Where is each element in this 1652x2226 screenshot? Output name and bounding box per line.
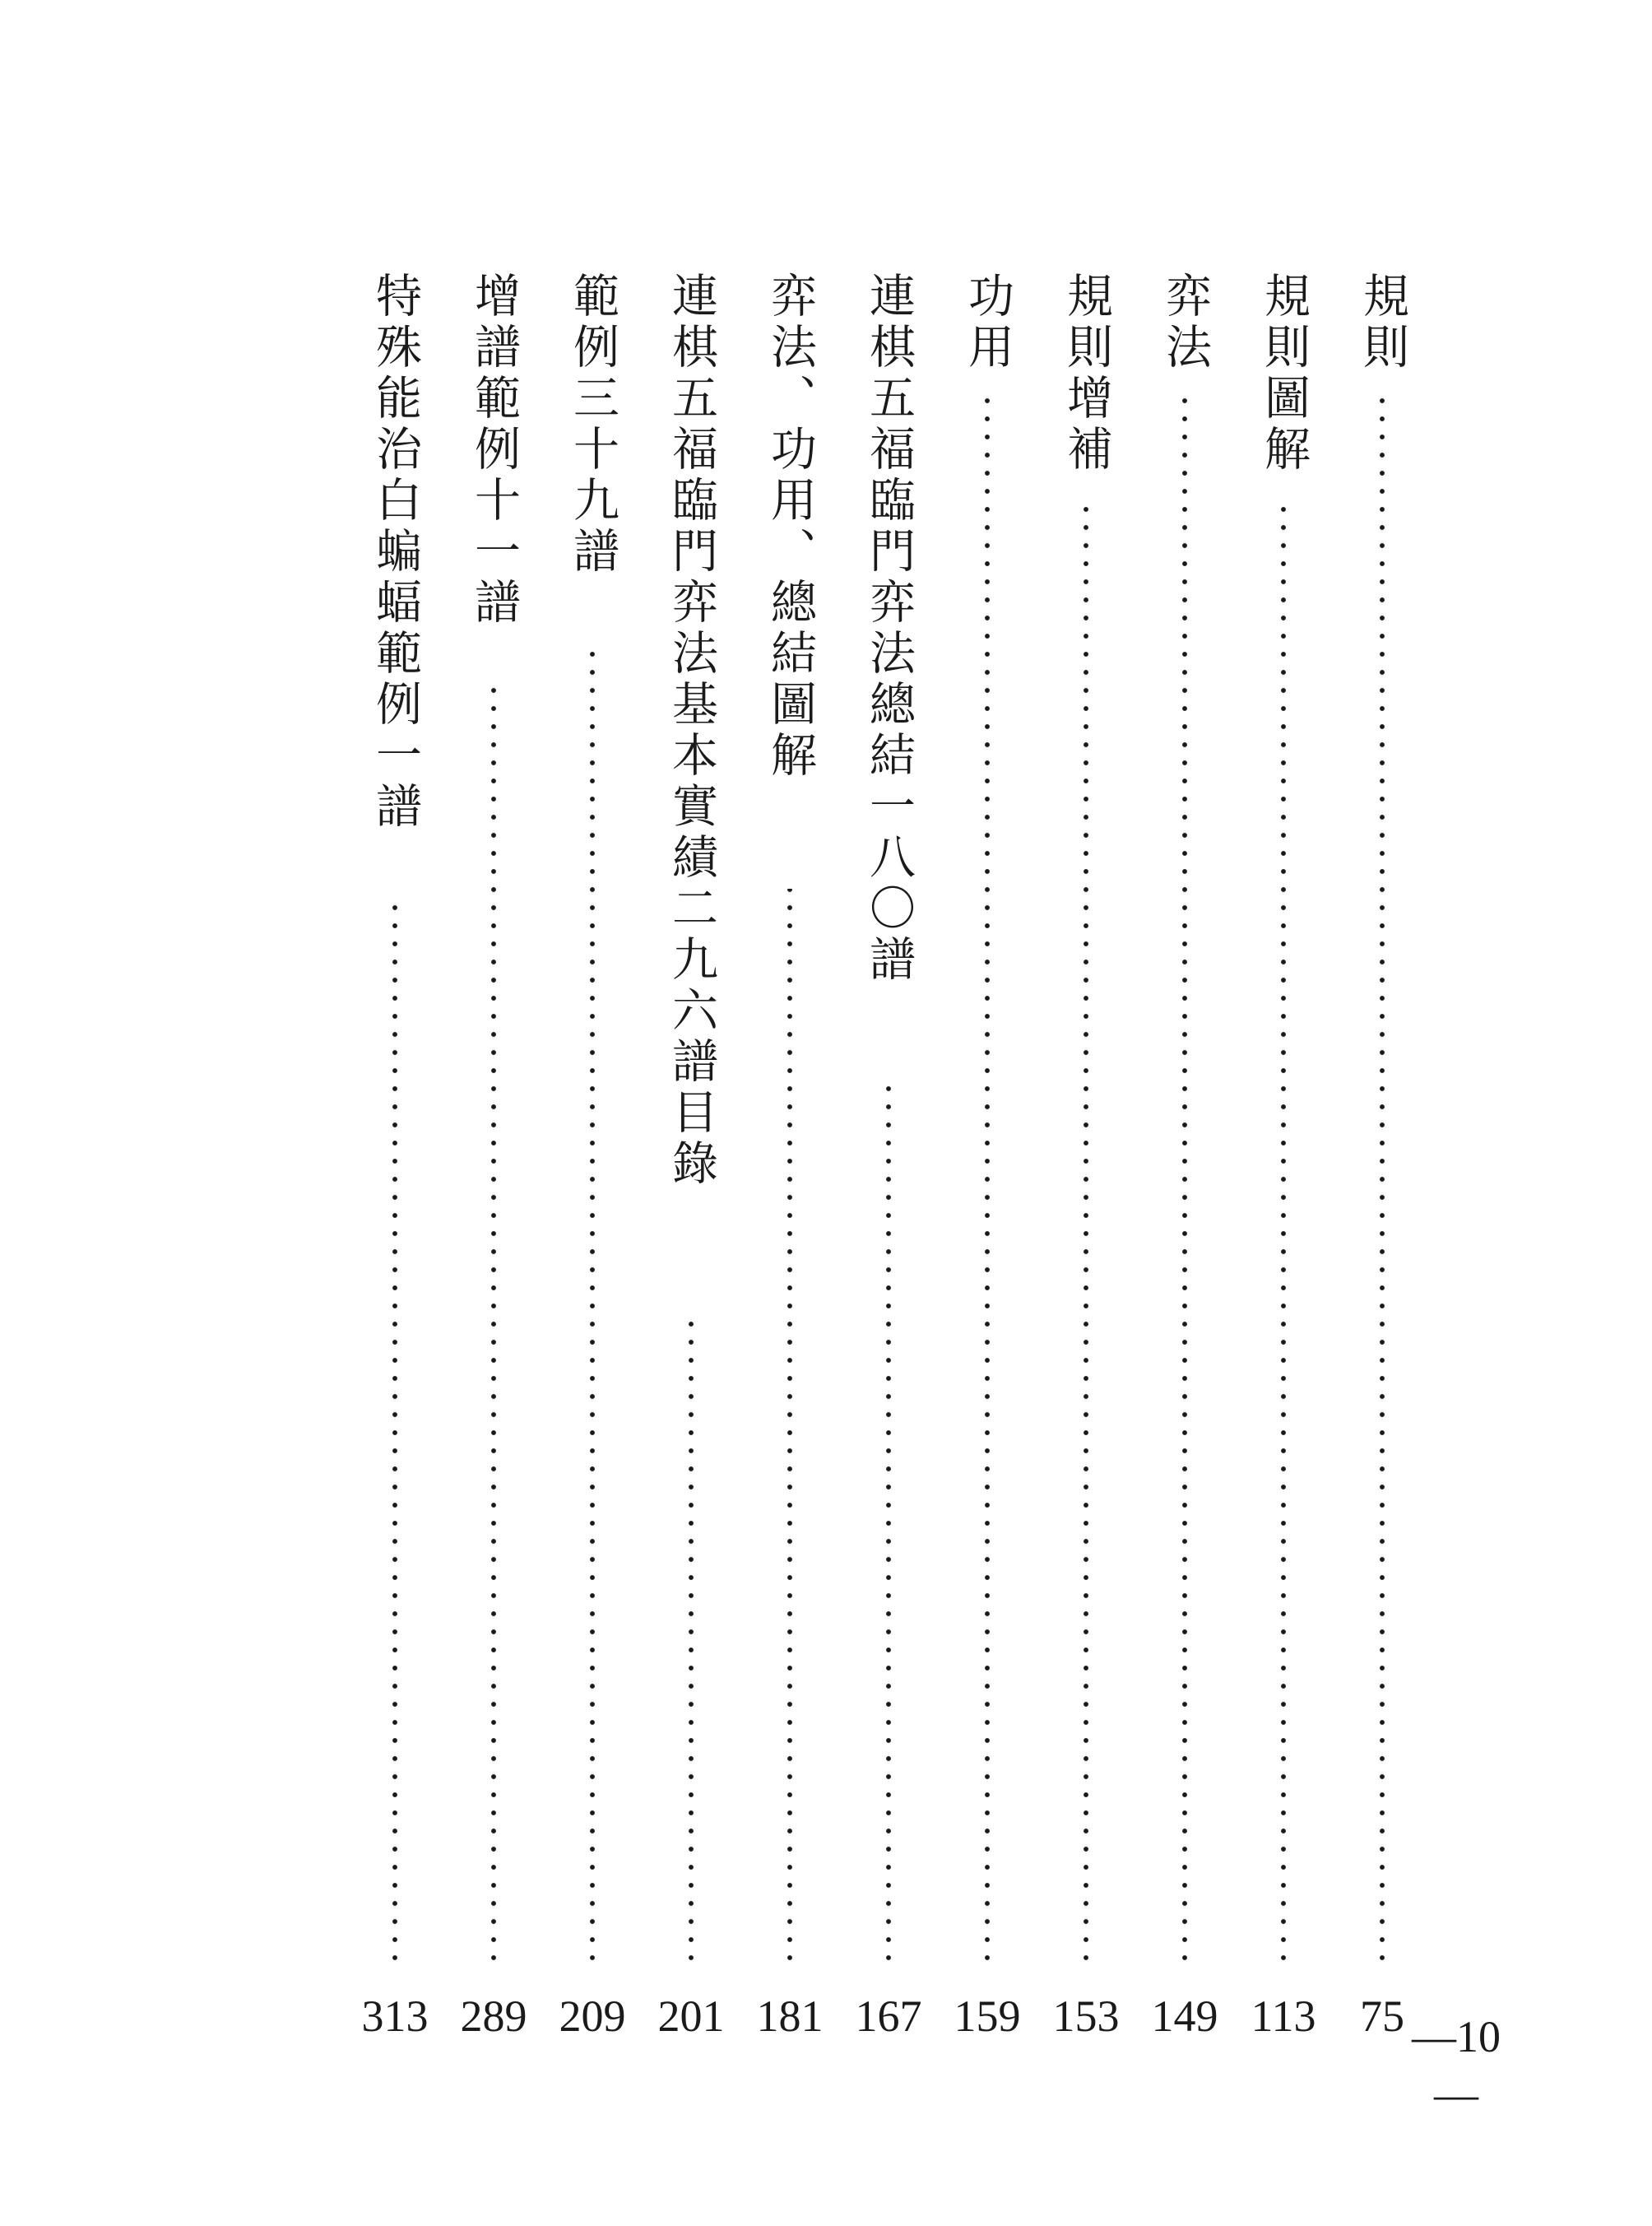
dot-leader	[689, 1308, 694, 1967]
toc-entry[interactable]	[354, 272, 436, 2049]
toc-entry-title: 弈法、功用、總結圖解	[763, 272, 817, 782]
toc-entry-page: 75	[1360, 1991, 1404, 2041]
toc-entry[interactable]	[1341, 272, 1423, 2049]
dot-leader	[886, 1086, 891, 1967]
toc-entry-page: 113	[1251, 1991, 1316, 2041]
toc-entry-page: 159	[954, 1991, 1021, 2041]
toc-entry-page: 289	[460, 1991, 527, 2041]
toc-entry-title: 弈法	[1158, 272, 1212, 374]
toc-entry[interactable]	[1045, 272, 1127, 2049]
toc-entry-title: 規則	[1356, 272, 1409, 374]
toc-entry-title: 規則圖解	[1257, 272, 1311, 476]
dot-leader	[491, 683, 496, 1967]
dot-leader	[590, 642, 595, 1967]
toc-entry-page: 181	[756, 1991, 824, 2041]
toc-entry[interactable]	[847, 272, 930, 2049]
dot-leader	[1380, 395, 1385, 1967]
toc-entry-title: 範例三十九譜	[566, 272, 620, 578]
dot-leader	[985, 395, 990, 1967]
toc-entry[interactable]	[650, 272, 732, 2049]
toc-entry-page: 153	[1052, 1991, 1120, 2041]
toc-entry-page: 209	[559, 1991, 626, 2041]
toc-entry-page: 313	[361, 1991, 429, 2041]
toc-entry[interactable]	[1242, 272, 1325, 2049]
dot-leader	[1281, 494, 1286, 1967]
toc-entry-page: 201	[657, 1991, 725, 2041]
dot-leader	[1084, 494, 1088, 1967]
toc-entry[interactable]	[452, 272, 535, 2049]
toc-entry[interactable]	[551, 272, 633, 2049]
toc-entry-title: 連棋五福臨門弈法總結一八〇譜	[862, 272, 916, 986]
dot-leader	[392, 897, 397, 1967]
dot-leader	[1182, 395, 1187, 1967]
toc-entry-title: 特殊能治白蝙蝠範例一譜	[369, 272, 422, 833]
toc-entry-title: 規則增補	[1060, 272, 1113, 476]
toc-entry[interactable]	[1144, 272, 1226, 2049]
toc-entry-title: 連棋五福臨門弈法基本實績二九六譜目錄	[665, 272, 718, 1190]
page-number: —10—	[1412, 2012, 1501, 2119]
toc-entry[interactable]	[946, 272, 1028, 2049]
toc-entry-page: 167	[855, 1991, 922, 2041]
toc-entry-page: 149	[1151, 1991, 1218, 2041]
toc-entry[interactable]	[749, 272, 831, 2049]
dot-leader	[787, 889, 792, 1967]
toc-entry-title: 增譜範例十一譜	[467, 272, 521, 629]
toc-entry-title: 功用	[961, 272, 1014, 374]
